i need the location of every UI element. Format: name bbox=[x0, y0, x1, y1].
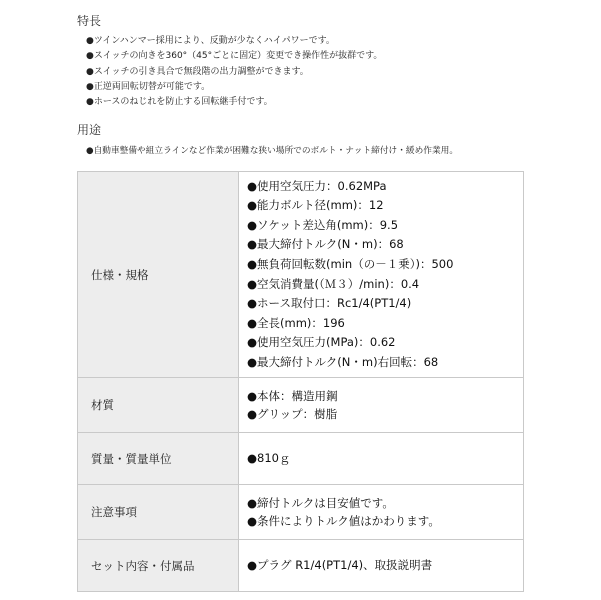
feature-item: ●スイッチの向きを360°（45°ごとに固定）変更でき操作性が抜群です。 bbox=[86, 51, 383, 62]
row-value-mass bbox=[239, 433, 524, 485]
row-label-material: 材質 bbox=[78, 378, 239, 433]
set-contents-value-line: ●プラグ R1/4(PT1/4)、取扱説明書 bbox=[247, 557, 433, 572]
row-value-set-contents bbox=[239, 540, 524, 592]
spec-value-line: ●最大締付トルク(N・m)右回転：68 bbox=[247, 354, 439, 369]
feature-item: ●スイッチの引き具合で無段階の出力調整ができます。 bbox=[86, 66, 309, 77]
spec-value-line: ●ソケット差込角(mm)：9.5 bbox=[247, 217, 399, 232]
row-value-material bbox=[239, 378, 524, 433]
spec-value-line: ●使用空気圧力：0.62MPa bbox=[247, 178, 387, 193]
spec-value-line: ●無負荷回転数(min（の－１乗）)：500 bbox=[247, 256, 454, 271]
table-row bbox=[78, 540, 524, 592]
material-value-line: ●本体：構造用鋼 bbox=[247, 388, 338, 403]
material-value-line: ●グリップ：樹脂 bbox=[247, 407, 338, 421]
table-row bbox=[78, 433, 524, 485]
feature-item: ●ホースのねじれを防止する回転継手付です。 bbox=[86, 97, 273, 108]
row-label-specs: 仕様・規格 bbox=[78, 172, 239, 378]
caution-value-line: ●締付トルクは目安値です。 bbox=[247, 495, 394, 510]
spec-value-line: ●空気消費量(（Ｍ３）/min)：0.4 bbox=[247, 276, 420, 291]
row-label-set-contents: セット内容・付属品 bbox=[78, 540, 239, 592]
row-label-caution: 注意事項 bbox=[78, 485, 239, 540]
mass-value-line: ●810ｇ bbox=[247, 450, 291, 465]
usage-title: 用途 bbox=[77, 123, 102, 137]
spec-value-line: ●全長(mm)：196 bbox=[247, 315, 345, 330]
spec-table bbox=[77, 171, 524, 592]
table-row bbox=[78, 378, 524, 433]
caution-value-line: ●条件によりトルク値はかわります。 bbox=[247, 514, 440, 528]
features-title: 特長 bbox=[77, 14, 102, 28]
spec-value-line: ●ホース取付口：Rc1/4(PT1/4) bbox=[247, 296, 412, 311]
feature-item: ●正逆両回転切替が可能です。 bbox=[86, 81, 211, 92]
feature-item: ●ツインハンマー採用により、反動が少なくハイパワーです。 bbox=[86, 36, 335, 46]
usage-text: ●自動車整備や組立ラインなど作業が困難な狭い場所でのボルト・ナット締付け・緩め作業用。 bbox=[86, 146, 459, 156]
row-value-specs bbox=[239, 172, 524, 378]
spec-value-line: ●使用空気圧力(MPa)：0.62 bbox=[247, 335, 396, 350]
row-label-mass: 質量・質量単位 bbox=[78, 433, 239, 485]
spec-value-line: ●最大締付トルク(N・m)：68 bbox=[247, 237, 404, 252]
row-value-caution bbox=[239, 485, 524, 540]
table-row bbox=[78, 485, 524, 540]
features-list bbox=[86, 34, 382, 110]
table-row bbox=[78, 172, 524, 378]
spec-value-line: ●能力ボルト径(mm)：12 bbox=[247, 198, 384, 213]
